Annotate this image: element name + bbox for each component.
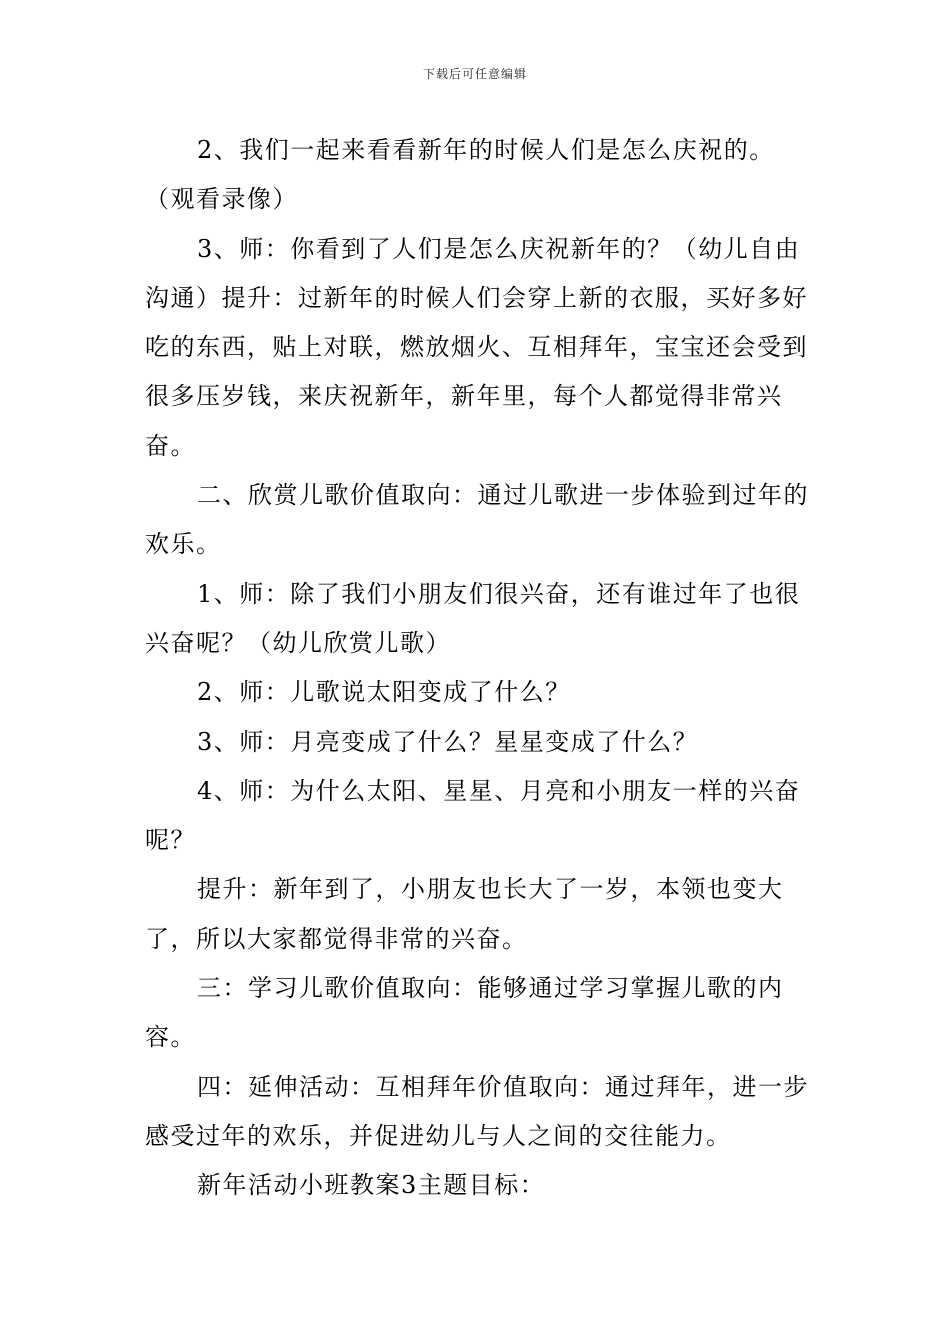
paragraph-question-2: 2、师：儿歌说太阳变成了什么？ [197, 678, 571, 707]
paragraph-section-four: 四：延伸活动：互相拜年价值取向：通过拜年，进一步感受过年的欢乐，并促进幼儿与人之间的交往能力。 [145, 1072, 809, 1150]
paragraph-watch-video: 2、我们一起来看看新年的时候人们是怎么庆祝的。（观看录像） [145, 136, 775, 214]
paragraph-question-4: 4、师：为什么太阳、星星、月亮和小朋友一样的兴奋呢？ [145, 776, 801, 855]
document-body [145, 126, 810, 1211]
paragraph-question-3: 3、师：月亮变成了什么？星星变成了什么？ [197, 727, 699, 756]
paragraph-section-three: 三：学习儿歌价值取向：能够通过学习掌握儿歌的内容。 [145, 974, 784, 1052]
paragraph-section-two: 二、欣赏儿歌价值取向：通过儿歌进一步体验到过年的欢乐。 [145, 481, 809, 559]
paragraph-summary: 提升：新年到了，小朋友也长大了一岁，本领也变大了，所以大家都觉得非常的兴奋。 [145, 875, 784, 953]
paragraph-next-lesson-title: 新年活动小班教案3主题目标： [197, 1171, 546, 1200]
paragraph-question-1: 1、师：除了我们小朋友们很兴奋，还有谁过年了也很兴奋呢？（幼儿欣赏儿歌） [145, 579, 801, 657]
page-header-note: 下载后可任意编辑 [422, 67, 527, 81]
paragraph-how-celebrate: 3、师：你看到了人们是怎么庆祝新年的？（幼儿自由沟通）提升：过新年的时候人们会穿上新的衣服，买好多好吃的东西，贴上对联，燃放烟火、互相拜年，宝宝还会受到很多压岁钱，来庆祝新年，新年里，每个人都觉得非常兴奋。 [145, 234, 808, 460]
